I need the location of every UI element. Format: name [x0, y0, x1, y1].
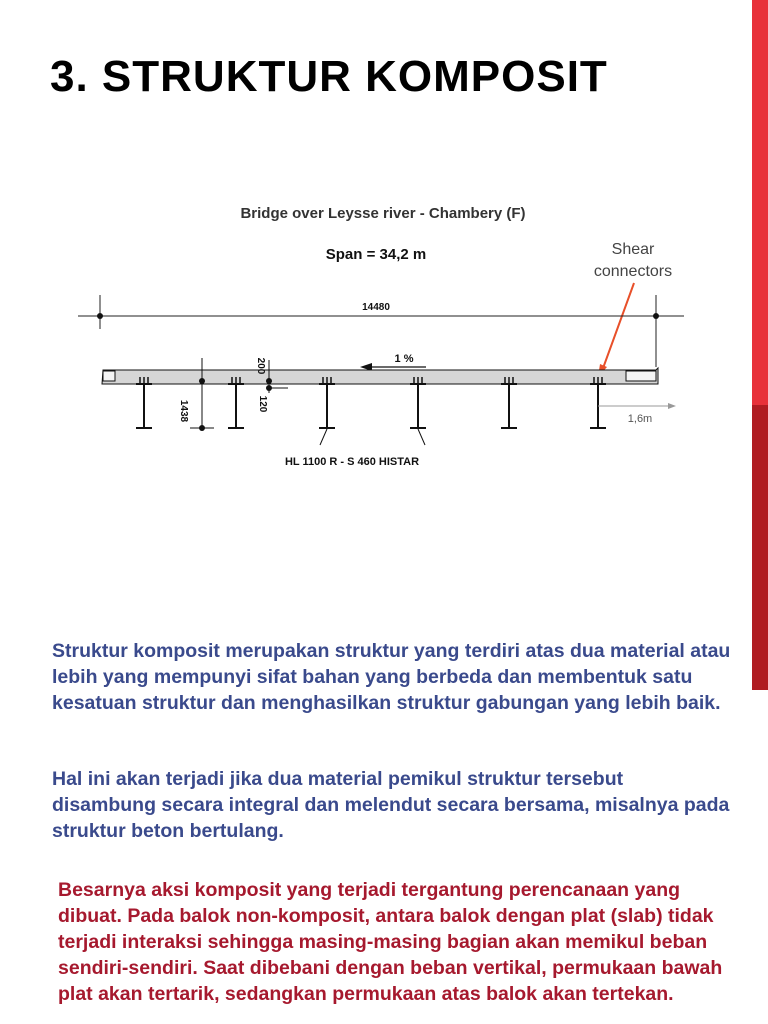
- paragraph-integral: Hal ini akan terjadi jika dua material pemikul struktur tersebut disambung secara integral dan melendut secara bersama, misalnya pada struktur beton bertulang.: [52, 768, 730, 842]
- left-curb: [103, 371, 115, 381]
- depth-dim-node-top: [199, 378, 205, 384]
- beam-leader-right: [418, 429, 425, 445]
- deck-slab: [102, 368, 658, 384]
- beam-label: HL 1100 R - S 460 HISTAR: [284, 456, 420, 468]
- span-label: Span = 34,2 m: [325, 246, 427, 263]
- slide-title: 3. STRUKTUR KOMPOSIT: [50, 52, 608, 101]
- girder-4: [410, 384, 426, 428]
- girders: [136, 384, 606, 428]
- girder-2: [228, 384, 244, 428]
- accent-band-top: [752, 0, 768, 405]
- right-curb: [626, 371, 656, 381]
- girder-1: [136, 384, 152, 428]
- right-accent-band: [752, 0, 768, 1024]
- width-dim-node-left: [97, 313, 103, 319]
- bridge-cross-section-figure: [70, 195, 700, 485]
- dim-200: 200: [255, 357, 266, 375]
- depth-1438: 1438: [178, 399, 189, 423]
- slope-label: 1 %: [394, 353, 414, 365]
- beam-leader-left: [320, 429, 327, 445]
- figure-caption: Bridge over Leysse river - Chambery (F): [240, 205, 526, 222]
- spacing-label: 1,6m: [627, 413, 653, 425]
- accent-band-gap: [752, 690, 768, 1024]
- shear-label-line2: connectors: [593, 263, 673, 280]
- girder-5: [501, 384, 517, 428]
- shear-label-line1: Shear: [611, 241, 655, 258]
- girder-3: [319, 384, 335, 428]
- shear-connector-arrow: [602, 283, 634, 371]
- width-dimension: 14480: [362, 302, 390, 313]
- paragraph-composite-action: Besarnya aksi komposit yang terjadi tergantung perencanaan yang dibuat. Pada balok non-komposit, antara balok dengan plat (slab) tidak terjadi interaksi sehingga masing-masing bagian akan memikul beban sendiri-sendiri. Saat dibebani dengan beban vertikal, permukaan bawah plat akan tertarik, sedangkan permukaan atas balok akan tertekan.: [58, 879, 723, 1005]
- spacing-dim-arrowhead: [668, 403, 676, 409]
- width-dim-node-right: [653, 313, 659, 319]
- slab-dim-node-a: [266, 378, 272, 384]
- paragraph-definition: Struktur komposit merupakan struktur yang terdiri atas dua material atau lebih yang mempunyi sifat bahan yang berbeda dan membentuk satu kesatuan struktur dan menghasilkan struktur gabungan yang lebih baik.: [52, 640, 731, 714]
- dim-120: 120: [257, 395, 268, 413]
